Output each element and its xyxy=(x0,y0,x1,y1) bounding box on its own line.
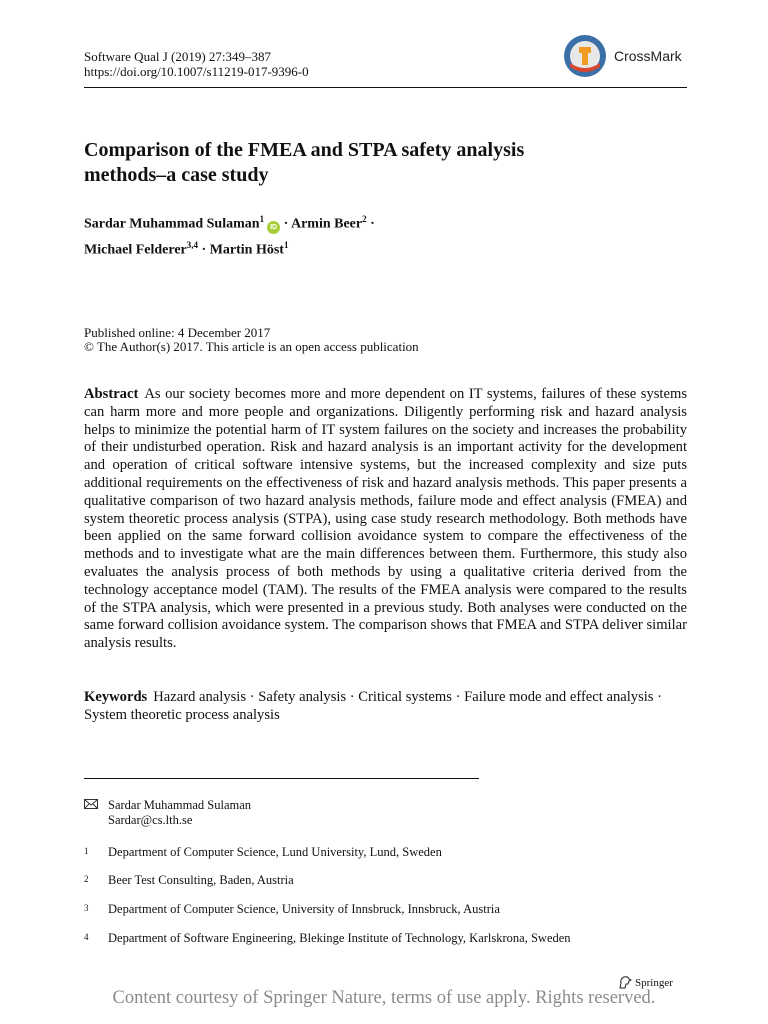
author-line-1 xyxy=(84,209,684,235)
header-rule xyxy=(84,87,687,88)
author-line-2 xyxy=(84,235,684,261)
orcid-icon[interactable]: ID xyxy=(267,221,280,234)
publisher-name: Springer xyxy=(635,976,673,989)
author-separator: · xyxy=(370,216,375,232)
published-date: Published online: 4 December 2017 xyxy=(84,325,271,340)
affiliation xyxy=(84,845,442,860)
affiliation-text: Department of Computer Science, University of Innsbruck, Innsbruck, Austria xyxy=(108,902,500,916)
author-affiliation-mark: 1 xyxy=(259,214,265,224)
journal-volume: Software Qual J (2019) 27:349–387 xyxy=(84,49,272,64)
author-affiliation-mark: 1 xyxy=(283,239,289,250)
author-name[interactable]: Sardar Muhammad Sulaman xyxy=(84,216,260,232)
journal-citation xyxy=(84,49,309,79)
corresponding-email[interactable]: Sardar@cs.lth.se xyxy=(108,813,193,827)
author-name[interactable]: Armin Beer xyxy=(290,216,363,232)
copyright-notice: © The Author(s) 2017. This article is an open access publication xyxy=(84,339,419,354)
author-separator: · xyxy=(201,242,207,258)
affiliation-number: 2 xyxy=(84,874,89,884)
article-title xyxy=(84,138,684,188)
abstract-section xyxy=(84,386,687,653)
affiliation-number: 4 xyxy=(84,932,89,942)
envelope-icon xyxy=(84,798,108,828)
title-line-1: Comparison of the FMEA and STPA safety analysis xyxy=(84,139,525,161)
corresponding-author xyxy=(84,798,251,828)
affiliation xyxy=(84,931,571,946)
affiliation-number: 1 xyxy=(84,846,89,856)
author-list xyxy=(84,209,684,260)
affiliation-text: Department of Computer Science, Lund University, Lund, Sweden xyxy=(108,845,442,859)
footnote-rule xyxy=(84,778,479,779)
affiliation xyxy=(84,873,294,888)
affiliation-text: Beer Test Consulting, Baden, Austria xyxy=(108,873,294,887)
keywords-section xyxy=(84,688,687,724)
affiliation-number: 3 xyxy=(84,903,89,913)
doi-link[interactable]: https://doi.org/10.1007/s11219-017-9396-0 xyxy=(84,64,309,79)
crossmark-icon xyxy=(562,33,608,79)
courtesy-watermark: Content courtesy of Springer Nature, terms of use apply. Rights reserved. xyxy=(112,988,656,1008)
crossmark-badge[interactable] xyxy=(562,32,692,80)
author-separator: · xyxy=(283,216,289,232)
affiliation-text: Department of Software Engineering, Blekinge Institute of Technology, Karlskrona, Sweden xyxy=(108,931,571,945)
publication-info xyxy=(84,326,419,354)
crossmark-label: CrossMark xyxy=(614,48,682,64)
author-affiliation-mark: 2 xyxy=(362,214,367,224)
corresponding-name: Sardar Muhammad Sulaman xyxy=(108,798,252,812)
title-line-2: methods–a case study xyxy=(84,164,269,186)
abstract-text: As our society becomes more and more dependent on IT systems, failures of these systems can harm more and more people and organizations. Diligently performing risk and hazard analysis helps to minimize the potential harm of IT system failures on the society and increases the probability of their undisturbed operation. Risk and hazard analysis is an important activity for the development and operation of critical software intensive systems, but the increased complexity and size puts additional requirements on the effectiveness of risk and hazard analysis methods. This paper presents a qualitative comparison of two hazard analysis methods, failure mode and effect analysis (FMEA) and system theoretic process analysis (STPA), using case study research methodology. Both methods have been applied on the same forward collision avoidance system to compare the effectiveness of the methods and to investigate what are the main differences between them. Furthermore, this study also evaluates the analysis process of both methods by using a qualitative criteria derived from the technology acceptance model (TAM). The results of the FMEA analysis were compared to the results of the STPA analysis, which were presented in a previous study. Both analyses were conducted on the same forward collision avoidance system. The comparison shows that FMEA and STPA deliver similar analysis results. xyxy=(84,386,687,652)
author-affiliation-mark: 3,4 xyxy=(186,239,199,250)
author-name[interactable]: Martin Höst xyxy=(209,242,284,258)
author-name[interactable]: Michael Felderer xyxy=(84,242,187,258)
keywords-label: Keywords xyxy=(84,689,148,705)
keywords-text: Hazard analysis · Safety analysis · Critical systems · Failure mode and effect analysis · System theoretic process analysis xyxy=(84,689,662,723)
abstract-label: Abstract xyxy=(84,386,139,402)
affiliation xyxy=(84,902,500,917)
